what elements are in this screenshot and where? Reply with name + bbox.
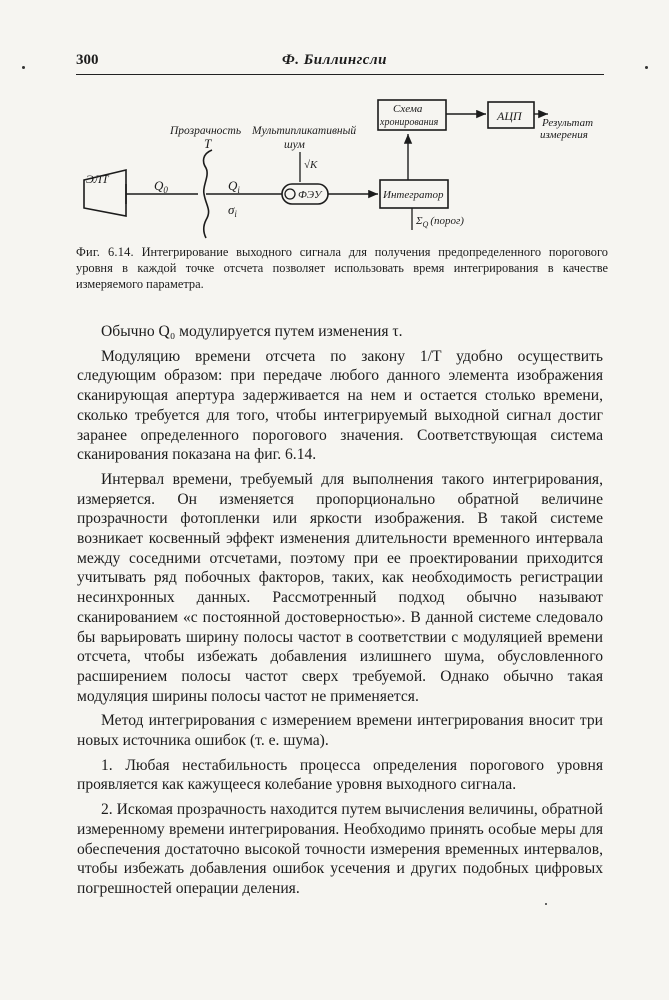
- running-header: [76, 52, 604, 72]
- crt-tube: [84, 170, 126, 216]
- mult-noise-label-2: шум: [284, 139, 305, 151]
- integrator-label: Интегратор: [383, 189, 444, 201]
- body-text: [77, 322, 603, 899]
- speck-mark: [545, 903, 547, 905]
- running-head-author: Ф. Биллингсли: [282, 52, 387, 68]
- figure-caption-label: Фиг. 6.14.: [76, 245, 134, 259]
- timing-label-1: Схема: [393, 103, 423, 115]
- sigma-i-label: $\sigma_i$: [228, 202, 237, 219]
- paragraph: Модуляцию времени отсчета по закону 1/T удобно осуществить следующим образом: при передаче любого данного элемента изображения сканирующая апертура задерживается на нем и остается столько времени, сколько требуется для того, чтобы интегрируемый выходной сигнал достиг заранее определенного порогового значения. Соответствующая система сканирования показана на фиг. 6.14.: [77, 347, 603, 464]
- result-label-2: измерения: [540, 129, 588, 141]
- timing-label-2: хронирования: [380, 117, 439, 128]
- result-label-1: Результат: [542, 117, 594, 129]
- pmt-label: ФЭУ: [298, 189, 322, 201]
- paragraph: 2. Искомая прозрачность находится путем вычисления величины, обратной измеренному времени интегрирования. Необходимо принять особые меры для обеспечения достаточно высокой точности измерения временных интервалов, чтобы избежать добавления ошибок усечения и других подобных цифровых погрешностей операции деления.: [77, 801, 603, 897]
- header-rule: [76, 74, 604, 75]
- figure-6-14-diagram: [78, 92, 618, 240]
- paragraph: Интервал времени, требуемый для выполнения такого интегрирования, измеряется. Он изменяется пропорционально обратной величине прозрачности фотопленки или яркости изображения. В такой системе возникает косвенный эффект изменения длительности временного интервала между соседними отсчетами, поэтому при ее проектировании приходится учитывать ряд побочных факторов, таких, как необходимость регистрации несинхронных данных. Рассмотренный подход обычно называют сканированием «с постоянной достоверностью». В данной системе следовало бы варьировать ширину полосы частот в соответствии с модуляцией времени отсчета, чтобы избежать добавления излишнего шума, обусловленного расширением полосы частот сверх требуемой. Однако обычно такая модуляция ширины полосы частот не применяется.: [77, 470, 603, 705]
- threshold-sum-label: $\Sigma_Q$ (порог): [416, 215, 464, 229]
- adc-block: [488, 102, 534, 128]
- adc-label: АЦП: [497, 109, 522, 123]
- pmt-block: [282, 184, 328, 204]
- paragraph: Обычно Q₀ модулируется путем изменения τ.: [101, 323, 403, 340]
- timing-block: [378, 100, 446, 130]
- transparency-var-label: T: [204, 136, 212, 151]
- integrator-block: [380, 180, 448, 208]
- page-number: 300: [76, 52, 99, 68]
- mult-noise-label-1: Мультипликативный: [252, 125, 357, 137]
- paragraph: Метод интегрирования с измерением времени интегрирования вносит три новых источника ошибок (т. е. шума).: [77, 712, 603, 750]
- speck-mark: [645, 66, 648, 69]
- q0-label: $Q_0$: [154, 178, 168, 195]
- speck-mark: [22, 66, 25, 69]
- qi-label: $Q_i$: [228, 178, 240, 195]
- sqrt-k-label: √K: [304, 159, 318, 171]
- paragraph: 1. Любая нестабильность процесса определения порогового уровня проявляется как кажущееся колебание уровня выходного сигнала.: [77, 756, 603, 794]
- transparency-label: Прозрачность: [170, 125, 242, 137]
- figure-caption: [76, 244, 608, 292]
- crt-label: ЭЛТ: [86, 172, 109, 186]
- figure-caption-text: Интегрирование выходного сигнала для получения предопределенного порогового уровня в каждой точке отсчета позволяет использовать время интегрирования в качестве измеряемого параметра.: [76, 245, 608, 291]
